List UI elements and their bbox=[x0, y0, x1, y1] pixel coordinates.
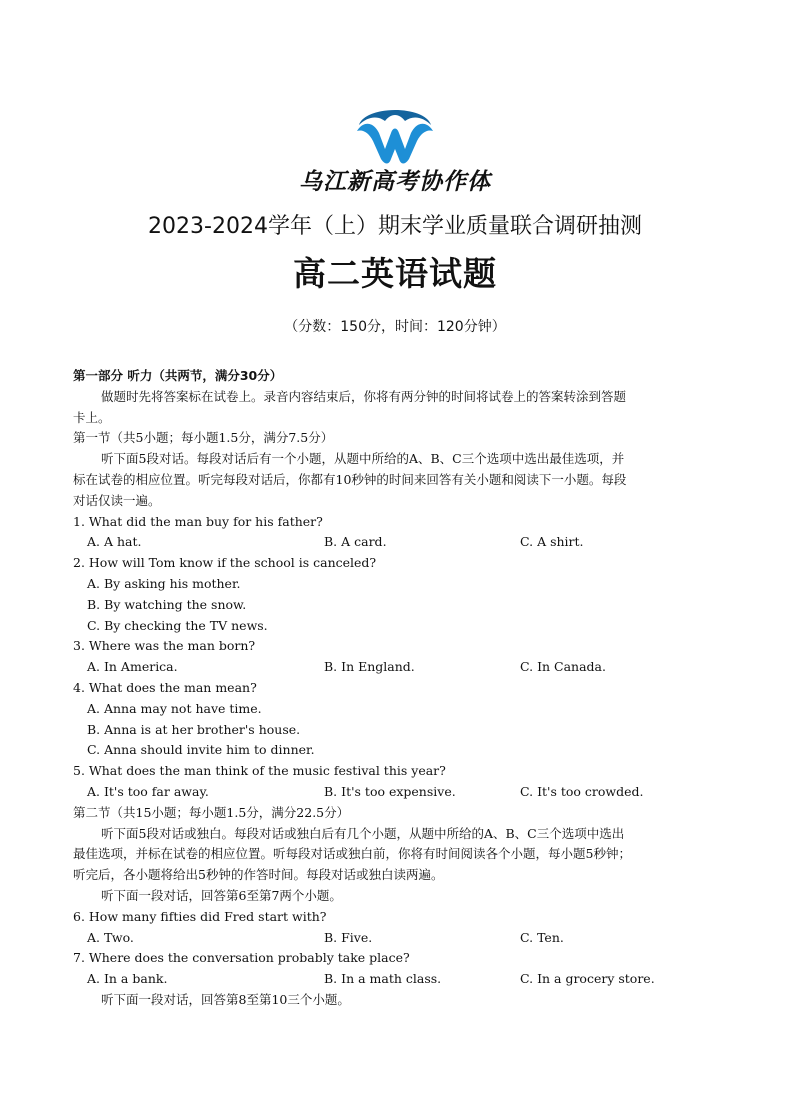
section2-instruction-cont: 最佳选项，并标在试卷的相应位置。听每段对话或独白前，你将有时间阅读各个小题，每小题5秒钟； bbox=[73, 846, 631, 862]
option-a: A. In a bank. bbox=[87, 971, 168, 987]
option-b: B. By watching the snow. bbox=[87, 596, 247, 612]
section2-instruction: 听下面5段对话或独白。每段对话或独白后有几个小题，从题中所给的A、B、C三个选项中选出 bbox=[101, 825, 625, 841]
option-c: C. By checking the TV news. bbox=[87, 617, 268, 633]
question-stem: 5. What does the man think of the music festival this year? bbox=[73, 763, 446, 779]
option-c: C. A shirt. bbox=[520, 534, 584, 550]
question-options bbox=[73, 532, 723, 553]
dialogue-lead: 听下面一段对话，回答第8至第10三个小题。 bbox=[101, 991, 350, 1007]
paper-title: 高二英语试题 bbox=[293, 254, 497, 293]
option-c: C. In Canada. bbox=[520, 659, 606, 675]
wave-logo-icon bbox=[355, 103, 435, 165]
option-b: B. It's too expensive. bbox=[324, 783, 456, 799]
part1-instruction-cont: 卡上。 bbox=[73, 409, 111, 425]
option-b: B. A card. bbox=[324, 534, 387, 550]
section1-instruction-end: 对话仅读一遍。 bbox=[73, 492, 161, 508]
exam-content bbox=[73, 366, 723, 1011]
question-stem: 7. Where does the conversation probably take place? bbox=[73, 950, 410, 966]
section1-instruction-cont: 标在试卷的相应位置。听完每段对话后，你都有10秒钟的时间来回答有关小题和阅读下一小题。每段 bbox=[73, 471, 627, 487]
section1-instruction: 听下面5段对话。每段对话后有一个小题，从题中所给的A、B、C三个选项中选出最佳选项，并 bbox=[101, 451, 625, 467]
dialogue-lead: 听下面一段对话，回答第6至第7两个小题。 bbox=[101, 887, 342, 903]
option-a: A. Anna may not have time. bbox=[87, 700, 262, 716]
option-c: C. Ten. bbox=[520, 929, 564, 945]
part1-instruction: 做题时先将答案标在试卷上。录音内容结束后，你将有两分钟的时间将试卷上的答案转涂到答题 bbox=[101, 388, 627, 404]
option-b: B. In England. bbox=[324, 659, 415, 675]
question-stem: 6. How many fifties did Fred start with? bbox=[73, 908, 327, 924]
option-a: A. It's too far away. bbox=[87, 783, 209, 799]
question-options bbox=[73, 969, 723, 990]
section2-instruction-end: 听完后，各小题将给出5秒钟的作答时间。每段对话或独白读两遍。 bbox=[73, 867, 444, 883]
option-c: C. It's too crowded. bbox=[520, 783, 644, 799]
organization-name: 乌江新高考协作体 bbox=[299, 169, 491, 195]
question-stem: 4. What does the man mean? bbox=[73, 679, 257, 695]
question-options bbox=[73, 782, 723, 803]
option-a: A. By asking his mother. bbox=[87, 575, 241, 591]
option-a: A. In America. bbox=[87, 659, 178, 675]
question-options bbox=[73, 928, 723, 949]
option-b: B. Five. bbox=[324, 929, 373, 945]
option-c: C. In a grocery store. bbox=[520, 971, 655, 987]
section2-heading: 第二节（共15小题；每小题1.5分，满分22.5分） bbox=[73, 804, 350, 820]
exam-title: 2023-2024学年（上）期末学业质量联合调研抽测 bbox=[148, 214, 642, 239]
score-time-info: （分数：150分，时间：120分钟） bbox=[284, 319, 506, 335]
option-b: B. In a math class. bbox=[324, 971, 442, 987]
question-options bbox=[73, 657, 723, 678]
option-a: A. Two. bbox=[87, 929, 134, 945]
question-stem: 3. Where was the man born? bbox=[73, 638, 256, 654]
option-b: B. Anna is at her brother's house. bbox=[87, 721, 301, 737]
part1-heading: 第一部分 听力（共两节，满分30分） bbox=[73, 368, 283, 383]
option-a: A. A hat. bbox=[87, 534, 142, 550]
question-stem: 2. How will Tom know if the school is canceled? bbox=[73, 555, 377, 571]
section1-heading: 第一节（共5小题；每小题1.5分，满分7.5分） bbox=[73, 430, 334, 446]
question-stem: 1. What did the man buy for his father? bbox=[73, 513, 323, 529]
option-c: C. Anna should invite him to dinner. bbox=[87, 742, 315, 758]
